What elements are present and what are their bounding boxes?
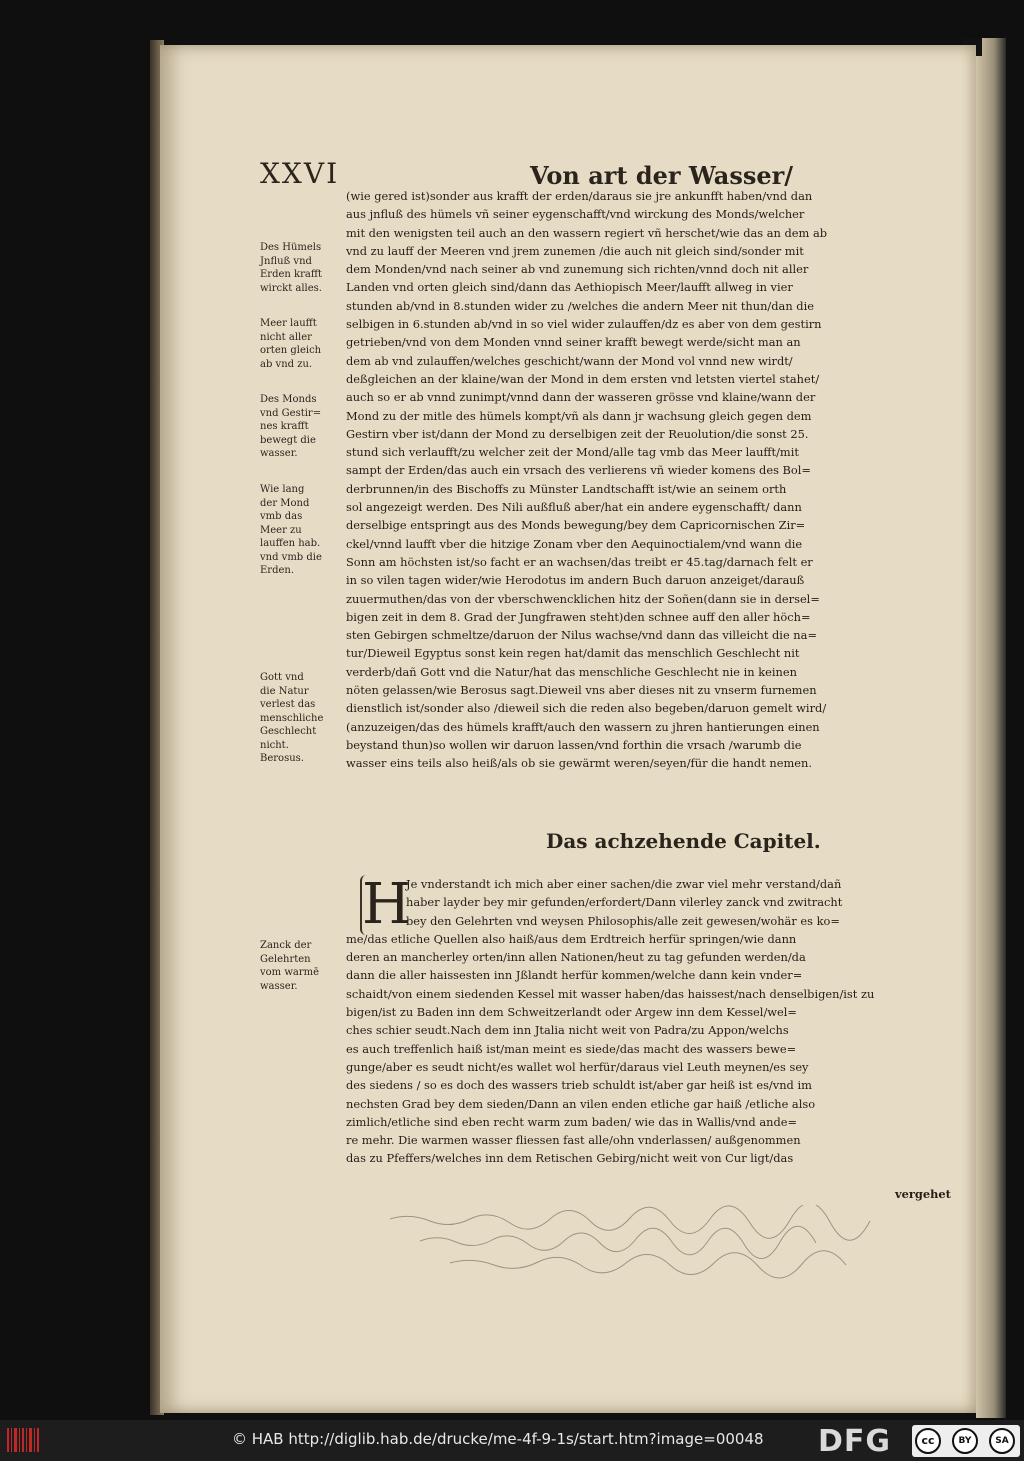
text-line: deren an mancherley orten/inn allen Nationen/heut zu tag gefunden werden/da [346,950,806,965]
text-line: dem ab vnd zulauffen/welches geschicht/wann der Mond vol vnnd new wirdt/ [346,353,793,368]
text-line: sten Gebirgen schmeltze/daruon der Nilus wachse/vnd dann das villeicht die na= [346,628,817,643]
running-head: Von art der Wasser/ [530,161,794,190]
text-line: Je vnderstandt ich mich aber einer sachen/die zwar viel mehr verstand/dañ [406,877,842,891]
text-line: ches schier seudt.Nach dem inn Jtalia nicht weit von Padra/zu Appon/welchs [346,1023,789,1038]
text-line: zimlich/etliche sind eben recht warm zum baden/ wie das in Wallis/vnd ande= [346,1114,798,1129]
text-line: bigen zeit in dem 8. Grad der Jungfrawen steht)den schnee auff den aller höch= [346,609,811,624]
text-line: (anzuzeigen/das des hümels krafft/auch den wassern zu jhren hantierungen einen [346,719,820,734]
text-line: verderb/dañ Gott vnd die Natur/hat das menschliche Geschlecht nie in keinen [346,664,797,679]
text-line: dann die aller haissesten inn Jßlandt herfür kommen/welche dann kein vnder= [346,968,803,983]
text-line: zuuermuthen/das von der vberschwencklichen hitz der Soñen(dann sie in dersel= [346,591,820,606]
text-line: Landen vnd orten gleich sind/dann das Aethiopisch Meer/laufft allweg in vier [346,280,793,295]
marginal-note: Des Monds vnd Gestir= nes krafft bewegt die wasser. [260,394,322,459]
text-line: nöten gelassen/wie Berosus sagt.Dieweil vns aber dieses nit zu vnserm furnemen [346,683,817,698]
text-line: tur/Dieweil Egyptus sonst kein regen hat/damit das menschlich Geschlecht nit [346,646,800,661]
text-line: es auch treffenlich haiß ist/man meint es siede/das macht des wassers bewe= [346,1041,797,1056]
text-line: stund sich verlaufft/zu welcher zeit der Mond/alle tag vmb das Meer laufft/mit [346,445,799,460]
text-line: derselbige entspringt aus des Monds bewegung/bey dem Capricornischen Zir= [346,518,806,533]
decorated-initial: H [362,872,411,937]
text-line: Sonn am höchsten ist/so facht er an wachsen/das treibt er 45.tag/darnach felt er [346,554,813,569]
text-line: wasser eins teils also heiß/als ob sie gewärmt weren/seyen/für die handt nemen. [346,756,812,771]
text-line: selbigen in 6.stunden ab/vnd in so viel wider zulauffen/dz es aber von dem gestirn [346,317,822,332]
barcode-icon [6,1426,40,1454]
text-line: dem Monden/vnd nach seiner ab vnd zunemung sich richten/vnnd doch nit aller [346,262,809,277]
text-line: vnd zu lauff der Meeren vnd jrem zunemen /die auch nit gleich sind/sonder mit [346,243,804,258]
text-line: Mond zu der mitle des hümels kompt/vñ als dann jr wachsung gleich gegen dem [346,408,812,423]
text-line: re mehr. Die warmen wasser fliessen fast alle/ohn vnderlassen/ außgenommen [346,1133,801,1148]
text-line: aus jnfluß des hümels vñ seiner eygenschafft/vnd wirckung des Monds/welcher [346,207,805,222]
text-line: mit den wenigsten teil auch an den wassern regiert vñ herschet/wie das an dem ab [346,225,828,240]
folio-number: XXVI [260,157,340,190]
text-line: schaidt/von einem siedenden Kessel mit wasser haben/das haissest/nach denselbigen/ist zu [346,986,875,1001]
book-page [160,45,976,1413]
text-line: dienstlich ist/sonder also /dieweil sich die reden also begeben/daruon gemelt wird/ [346,701,827,716]
catchword: vergehet [895,1187,951,1201]
text-line: gunge/aber es seudt nicht/es wallet wol herfür/daraus viel Leuth meynen/es sey [346,1059,809,1074]
text-line: bigen/ist zu Baden inn dem Schweitzerlandt oder Argew inn dem Kessel/wel= [346,1005,797,1020]
marginal-note: Gott vnd die Natur verlest das menschliche Geschlecht nicht. Berosus. [260,672,324,764]
text-line: sampt der Erden/das auch ein vrsach des verlierens vñ wieder komens des Bol= [346,463,811,478]
main-text-block [346,187,956,773]
text-line: stunden ab/vnd in 8.stunden wider zu /welches die andern Meer nit thun/dan die [346,298,814,313]
text-line: bey den Gelehrten vnd weysen Philosophis/alle zeit gewesen/wohär es ko= [406,913,840,928]
dfg-logo: DFG [818,1424,892,1459]
text-line: (wie gered ist)sonder aus krafft der erden/daraus sie jre ankunfft haben/vnd dan [346,189,813,203]
marginal-note: Zanck der Gelehrten vom warmē wasser. [260,940,320,992]
text-line: getrieben/vnd von dem Monden vnnd seiner krafft bewegt werde/sicht man an [346,335,801,350]
handwritten-annotation-icon [380,1205,970,1285]
marginal-note: Wie lang der Mond vmb das Meer zu lauffen hab. vnd vmb die Erden. [260,484,322,576]
creative-commons-icon[interactable] [912,1425,1020,1457]
marginal-note: Des Hümels Jnfluß vnd Erden krafft wirckt alles. [260,242,322,294]
marginal-note: Meer laufft nicht aller orten gleich ab vnd zu. [260,318,322,370]
sa-badge: SA [989,1428,1015,1454]
chapter-text-block [346,872,956,1168]
text-line: beystand thun)so wollen wir daruon lassen/vnd forthin die vrsach /warumb die [346,737,802,752]
text-line: sol angezeigt werden. Des Nili außfluß aber/hat ein andere eygenschafft/ dann [346,500,802,515]
text-line: Gestirn vber ist/dann der Mond zu derselbigen zeit der Reuolution/die sonst 25. [346,426,809,441]
by-badge: BY [952,1428,978,1454]
text-line: nechsten Grad bey dem sieden/Dann an vilen enden etliche gar haiß /etliche also [346,1096,816,1111]
cc-badge: cc [915,1428,941,1454]
text-line: auch so er ab vnnd zunimpt/vnnd dann der wasseren grösse vnd klaine/wann der [346,390,816,405]
page-edge-right [976,38,1006,1418]
text-line: derbrunnen/in des Bischoffs zu Münster Landtschafft ist/wie an seinem orth [346,481,787,496]
text-line: haber layder bey mir gefunden/erfordert/Dann vilerley zanck vnd zwitracht [406,895,843,910]
text-line: des siedens / so es doch des wassers trieb schuldt ist/aber gar heiß ist es/vnd im [346,1078,812,1093]
text-line: me/das etliche Quellen also haiß/aus dem Erdtreich herfür springen/wie dann [346,931,797,946]
text-line: deßgleichen an der klaine/wan der Mond in dem ersten vnd letsten viertel stahet/ [346,371,820,386]
text-line: das zu Pfeffers/welches inn dem Retischen Gebirg/nicht weit von Cur ligt/das [346,1151,794,1166]
text-line: ckel/vnnd laufft vber die hitzige Zonam vber den Aequinoctialem/vnd wann die [346,536,803,551]
chapter-title: Das achzehende Capitel. [546,829,821,853]
text-line: in so vilen tagen wider/wie Herodotus im andern Buch daruon anzeiget/darauß [346,573,805,588]
viewer-footer [0,1420,1024,1461]
copyright-link[interactable]: © HAB http://diglib.hab.de/drucke/me-4f-9-1s/start.htm?image=00048 [232,1430,764,1448]
